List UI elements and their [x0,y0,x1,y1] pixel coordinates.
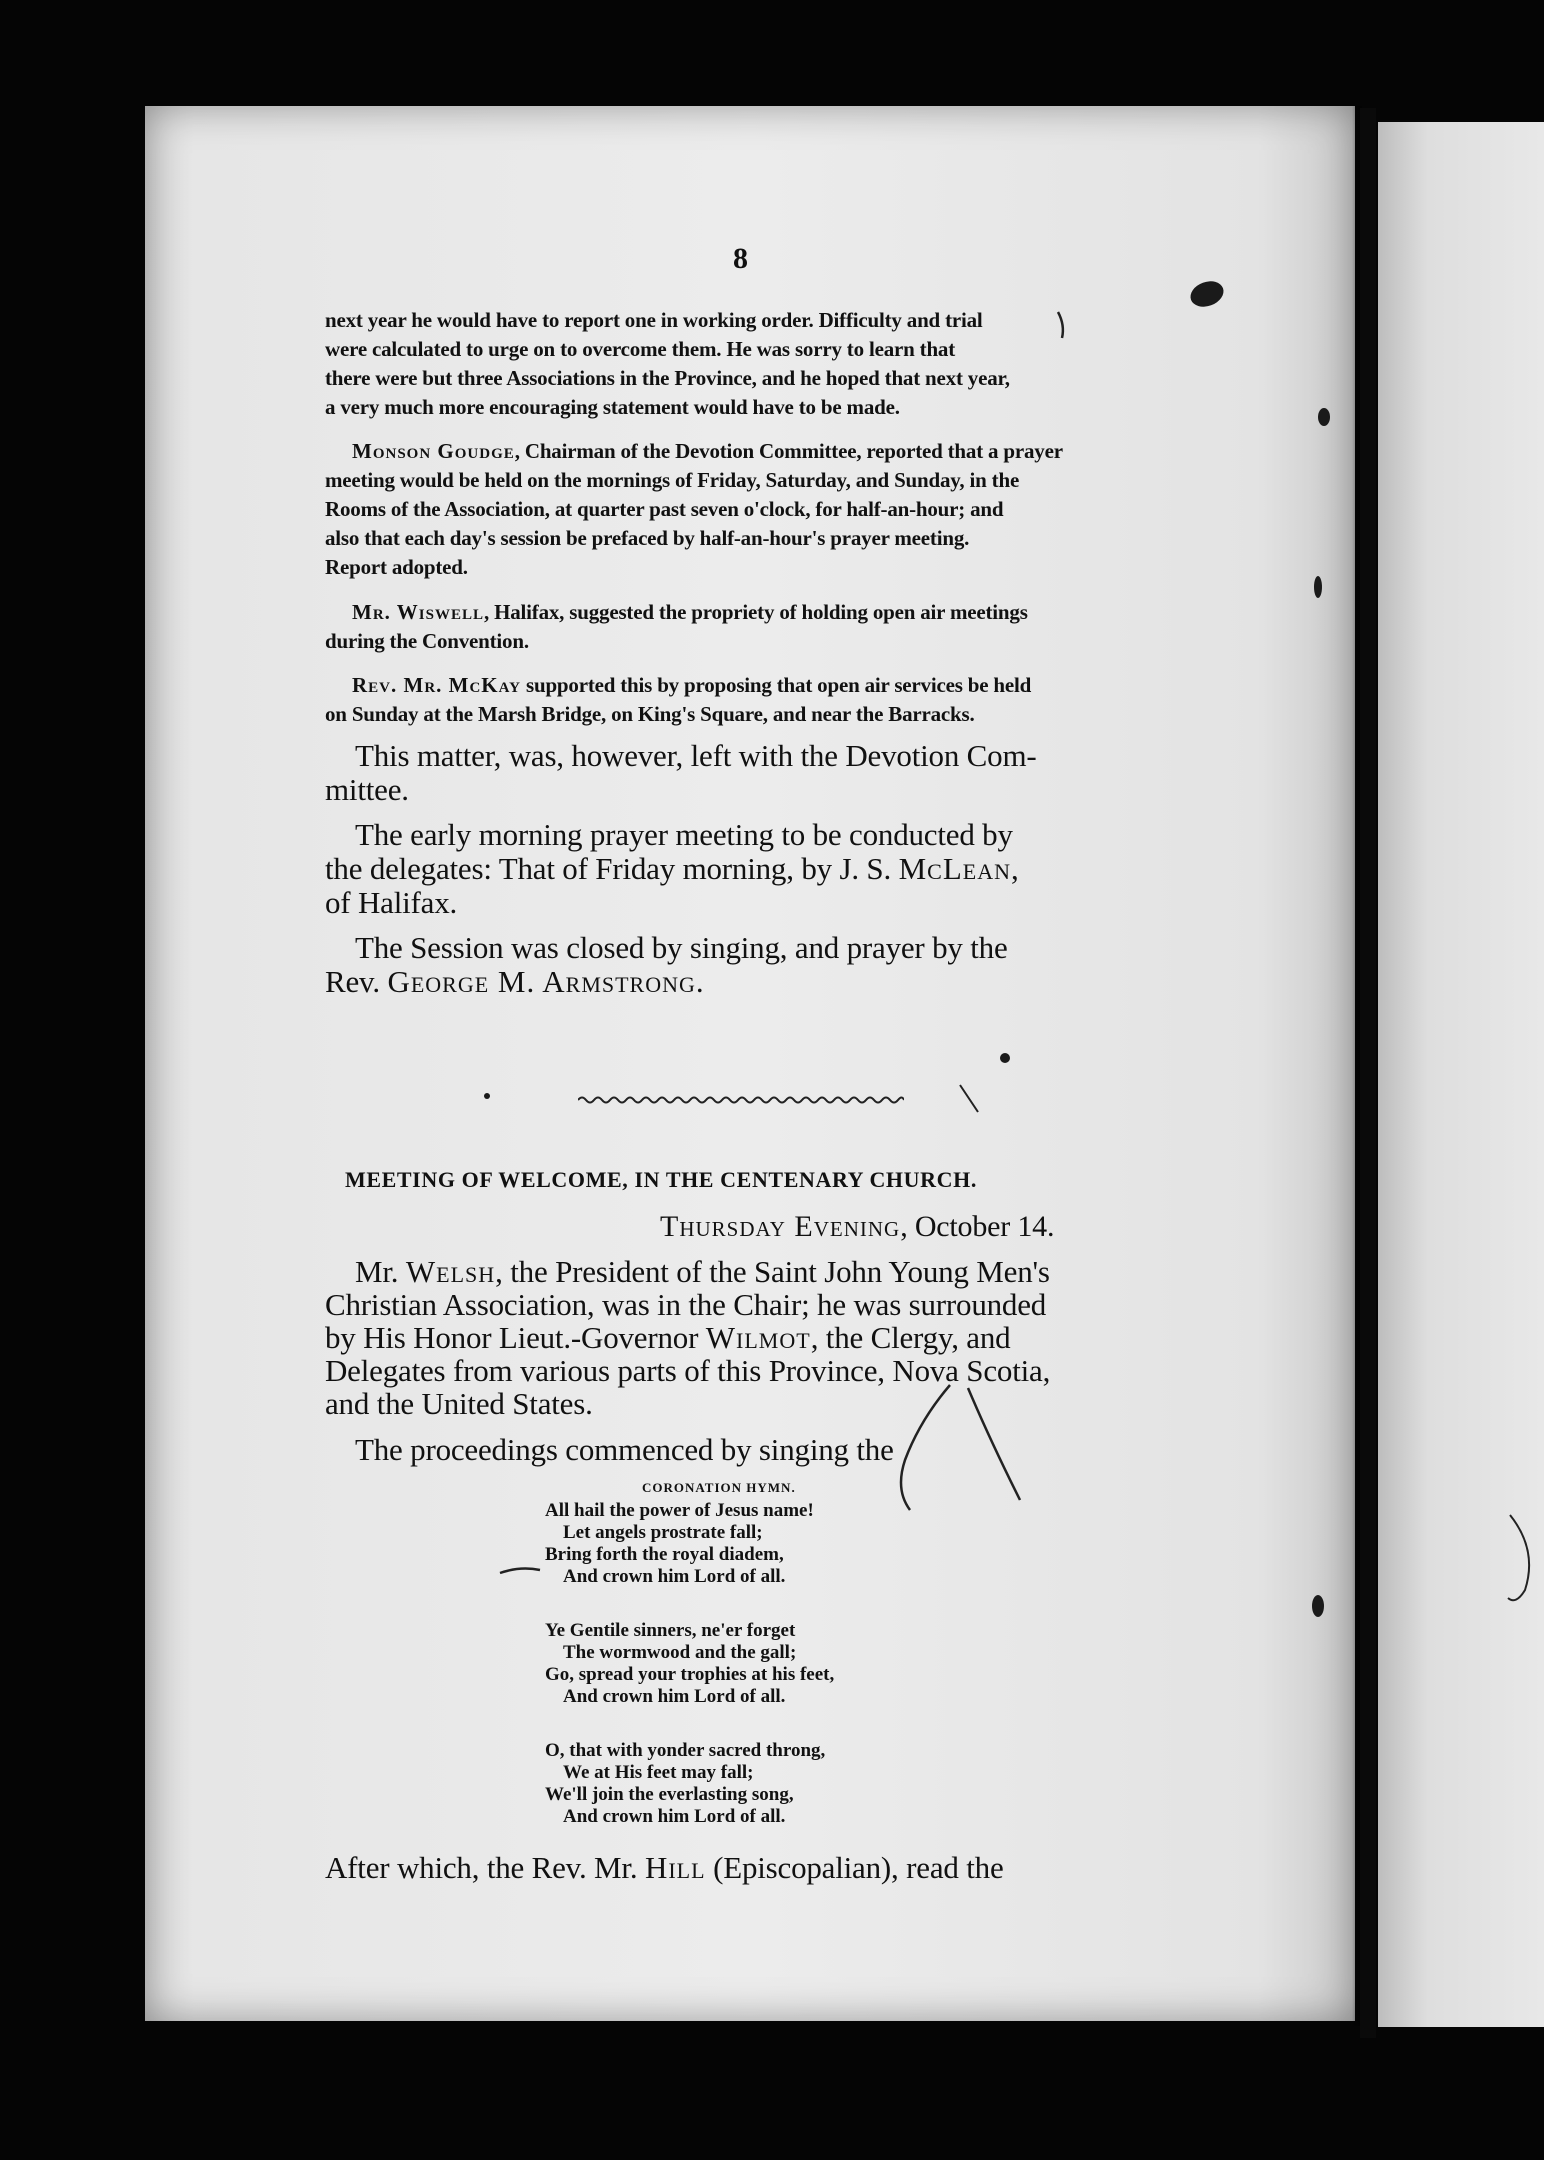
person-name: Welsh [405,1254,496,1289]
text-segment: . [695,964,704,999]
person-name: George M. Armstrong [387,964,696,999]
text-line: The Session was closed by singing, and prayer by the [355,930,1008,965]
dateline-day: Thursday Evening [660,1210,901,1243]
hymn-line: O, that with yonder sacred throng, [545,1740,826,1761]
text-line: during the Convention. [325,629,529,653]
hymn-line: Ye Gentile sinners, ne'er forget [545,1620,796,1641]
text-segment: Mr. [355,1254,406,1289]
text-line: Christian Association, was in the Chair; he was surrounded [325,1287,1047,1322]
section-heading: MEETING OF WELCOME, IN THE CENTENARY CHURCH. [345,1167,977,1192]
text-segment: , [1010,851,1019,886]
text-segment: supported this by proposing that open air services be held [520,673,1032,697]
hymn-line: All hail the power of Jesus name! [545,1500,814,1521]
person-name: Rev. Mr. McKay [352,673,521,697]
text-line: and the United States. [325,1386,593,1421]
hymn-line: Bring forth the royal diadem, [545,1544,784,1565]
person-name: Mr. Wiswell [352,600,484,624]
person-name: Hill [644,1850,706,1885]
text-segment: , Halifax, suggested the propriety of holding open air meetings [483,600,1028,624]
hymn-title: CORONATION HYMN. [642,1480,796,1495]
hymn-line: And crown him Lord of all. [563,1566,786,1587]
text-line: a very much more encouraging statement would have to be made. [325,395,900,419]
hymn-line: And crown him Lord of all. [563,1806,786,1827]
text-line: on Sunday at the Marsh Bridge, on King's Square, and near the Barracks. [325,702,975,726]
text-line: also that each day's session be prefaced by half-an-hour's prayer meeting. [325,526,970,550]
text-line: of Halifax. [325,885,458,920]
text-segment: (Episcopalian), read the [705,1850,1004,1885]
page-number: 8 [733,242,748,275]
text-line: This matter, was, however, left with the Devotion Com- [355,738,1037,773]
hymn-line: Let angels prostrate fall; [563,1522,763,1543]
text-line: The early morning prayer meeting to be conducted by [355,817,1013,852]
text-line: meeting would be held on the mornings of Friday, Saturday, and Sunday, in the [325,468,1020,492]
person-name: Wilmot [705,1320,811,1355]
text-segment: , the President of the Saint John Young Men's [495,1254,1050,1289]
text-segment: , Chairman of the Devotion Committee, reported that a prayer [514,439,1063,463]
text-line: The proceedings commenced by singing the [355,1432,894,1467]
person-name: Monson Goudge [352,439,515,463]
person-name: McLean [898,851,1011,886]
text-segment: , the Clergy, and [810,1320,1011,1355]
hymn-line: The wormwood and the gall; [563,1642,797,1663]
text-segment: by His Honor Lieut.-Governor [325,1320,706,1355]
text-line: there were but three Associations in the Province, and he hoped that next year, [325,366,1010,390]
hymn-line: Go, spread your trophies at his feet, [545,1664,835,1685]
text-segment: After which, the Rev. Mr. [325,1850,645,1885]
text-line: Delegates from various parts of this Province, Nova Scotia, [325,1353,1051,1388]
text-line: mittee. [325,772,409,807]
text-line: Report adopted. [325,555,468,579]
text-segment: the delegates: That of Friday morning, by J. S. [325,851,899,886]
text-segment: , October 14. [900,1210,1055,1243]
text-line: Rooms of the Association, at quarter past seven o'clock, for half-an-hour; and [325,497,1004,521]
text-segment: Rev. [325,964,388,999]
hymn-line: We'll join the everlasting song, [545,1784,794,1805]
text-line: were calculated to urge on to overcome them. He was sorry to learn that [325,337,956,361]
hymn-line: We at His feet may fall; [563,1762,754,1783]
text-line: next year he would have to report one in working order. Difficulty and trial [325,308,983,332]
hymn-line: And crown him Lord of all. [563,1686,786,1707]
